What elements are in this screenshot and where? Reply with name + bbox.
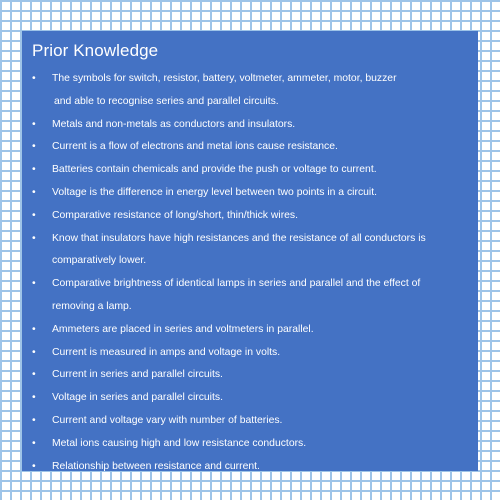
list-item [32,364,468,387]
list-item-text: Current in series and parallel circuits. [52,369,223,381]
list-item-text: Know that insulators have high resistances and the resistance of all conductors is [52,232,426,244]
list-item [32,387,468,410]
list-item-text: Comparative resistance of long/short, thin/thick wires. [52,209,299,221]
list-item-text: comparatively lower. [52,255,147,267]
bullet-dot: • [32,209,36,221]
list-item-text: Relationship between resistance and current. [52,460,260,472]
list-item [32,159,468,182]
bullet-dot: • [32,392,36,404]
bullet-dot: • [32,164,36,176]
list-item [32,319,468,342]
bullet-dot: • [32,323,36,335]
list-item-text: Voltage in series and parallel circuits. [52,392,223,404]
list-item-text: The symbols for switch, resistor, battery, voltmeter, ammeter, motor, buzzer [52,73,397,84]
list-item [32,410,468,433]
list-item-text: removing a lamp. [52,300,132,312]
list-item [32,456,468,479]
bullet-dot: • [32,232,36,244]
list-item [32,205,468,228]
list-item [32,342,468,365]
list-item-text: Voltage is the difference in energy level between two points in a circuit. [52,186,377,198]
list-item [32,228,468,274]
list-item-text: Ammeters are placed in series and voltmeters in parallel. [52,323,314,335]
bullet-dot: • [32,460,36,472]
list-item [32,136,468,159]
bullet-dot: • [32,437,36,449]
bullet-dot: • [32,414,36,426]
bullet-dot: • [32,346,36,358]
list-item-text: Metal ions causing high and low resistance conductors. [52,437,307,449]
bullet-dot: • [32,278,36,290]
prior-knowledge-card [22,31,478,471]
list-item-text: Current and voltage vary with number of batteries. [52,414,283,426]
list-item [32,433,468,456]
list-item-text: Comparative brightness of identical lamps in series and parallel and the effect of [52,278,421,290]
list-item-text: Batteries contain chemicals and provide the push or voltage to current. [52,164,377,176]
bullet-dot: • [32,141,36,153]
list-item-text: Current is a flow of electrons and metal ions cause resistance. [52,141,338,153]
list-item-text: Current is measured in amps and voltage in volts. [52,346,281,358]
list-item [32,114,468,137]
bullet-dot: • [32,369,36,381]
bullet-dot: • [32,118,36,130]
bullet-dot: • [32,186,36,198]
card-title: Prior Knowledge [32,41,159,60]
list-item [32,68,468,114]
list-item-text: and able to recognise series and parallel circuits. [54,95,279,107]
list-item-text: Metals and non-metals as conductors and insulators. [52,118,296,130]
list-item [32,273,468,319]
bullet-dot: • [32,73,36,84]
bullet-list [32,68,468,478]
list-item [32,182,468,205]
